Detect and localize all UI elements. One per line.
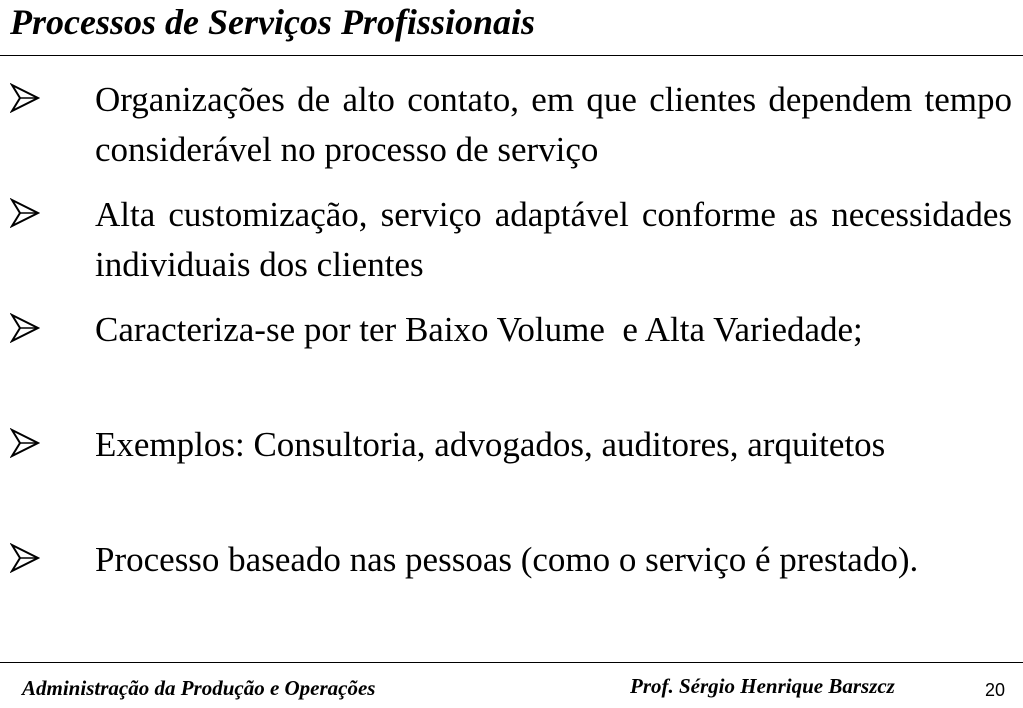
arrowhead-bullet-icon — [10, 83, 40, 113]
bullet-text: Organizações de alto contato, em que clientes dependem tempo considerável no processo de serviço — [95, 80, 1012, 169]
bullet-text: Caracteriza-se por ter Baixo Volume e Alta Variedade; — [95, 310, 863, 349]
footer-professor: Prof. Sérgio Henrique Barszcz — [630, 674, 895, 698]
arrowhead-bullet-icon — [10, 543, 40, 573]
footer-divider — [0, 662, 1023, 663]
title-divider — [0, 55, 1023, 56]
bullet-text: Exemplos: Consultoria, advogados, auditores, arquitetos — [95, 425, 886, 464]
arrowhead-bullet-icon — [10, 198, 40, 228]
bullet-item — [0, 420, 1023, 520]
bullet-item — [0, 305, 1023, 405]
bullet-item — [0, 535, 1023, 635]
footer-course: Administração da Produção e Operações — [22, 676, 376, 700]
slide-title: Processos de Serviços Profissionais — [10, 2, 535, 42]
bullet-item — [0, 190, 1023, 290]
arrowhead-bullet-icon — [10, 428, 40, 458]
bullet-text: Alta customização, serviço adaptável conforme as necessidades individuais dos clientes — [95, 195, 1012, 284]
bullet-item — [0, 75, 1023, 175]
arrowhead-bullet-icon — [10, 313, 40, 343]
bullet-text: Processo baseado nas pessoas (como o serviço é prestado). — [95, 540, 919, 579]
page-number: 20 — [985, 680, 1006, 700]
